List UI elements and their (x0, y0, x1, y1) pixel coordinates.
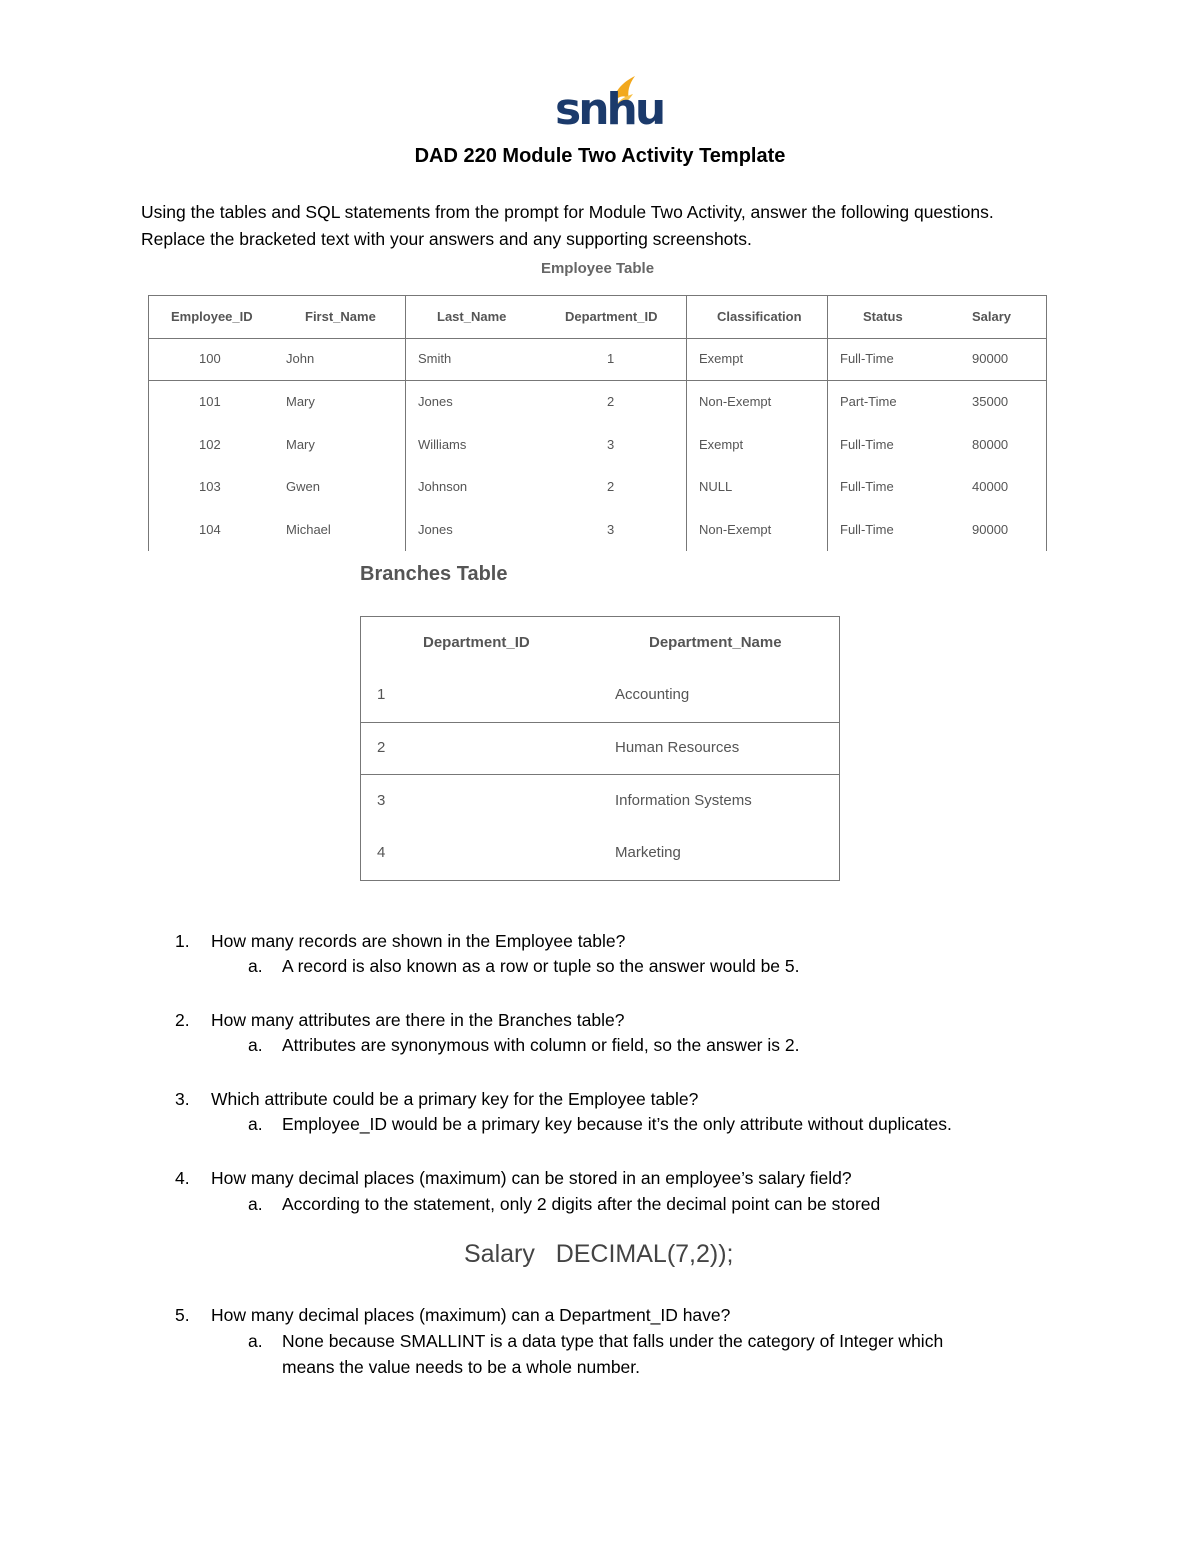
branches-table (360, 616, 840, 881)
question-number: 4. (175, 1168, 190, 1188)
answer-text: means the value needs to be a whole number. (282, 1357, 641, 1377)
cell-employee-id: 100 (199, 351, 221, 366)
cell-first-name: Mary (286, 394, 315, 409)
answer-marker: a. (248, 1114, 263, 1134)
salary-decimal-screenshot: Salary DECIMAL(7,2)); (464, 1240, 734, 1268)
cell-classification: Exempt (699, 351, 744, 366)
employee-table-caption: Employee Table (540, 260, 655, 277)
cell-first-name: Mary (286, 437, 315, 452)
cell-salary: 90000 (972, 522, 1009, 537)
answer-text: Employee_ID would be a primary key because it’s the only attribute without duplicates. (282, 1114, 952, 1134)
question-text: How many records are shown in the Employee table? (211, 931, 626, 951)
question-number: 2. (175, 1010, 190, 1030)
logo-text: snhu (555, 84, 664, 135)
cell-last-name: Jones (418, 394, 453, 409)
branches-table-caption: Branches Table (360, 563, 508, 585)
cell-department-id: 2 (377, 739, 386, 756)
cell-salary: 90000 (972, 351, 1009, 366)
question-number: 5. (175, 1305, 190, 1325)
header-employee-id: Employee_ID (171, 309, 253, 324)
header-department-name: Department_Name (649, 634, 782, 651)
header-status: Status (863, 309, 903, 324)
cell-department-id: 2 (607, 479, 615, 494)
cell-classification: Non-Exempt (699, 522, 772, 537)
answer-marker: a. (248, 1194, 263, 1214)
cell-first-name: John (286, 351, 315, 366)
cell-salary: 80000 (972, 437, 1009, 452)
cell-department-id: 3 (607, 437, 615, 452)
question-text: How many attributes are there in the Branches table? (211, 1010, 625, 1030)
answer-marker: a. (248, 1331, 263, 1351)
cell-classification: Exempt (699, 437, 744, 452)
cell-last-name: Williams (418, 437, 467, 452)
table-row (148, 338, 1046, 380)
snhu-logo (555, 74, 664, 135)
cell-department-name: Information Systems (615, 792, 752, 809)
cell-department-id: 3 (377, 792, 386, 809)
answer-marker: a. (248, 956, 263, 976)
answer-text: None because SMALLINT is a data type that falls under the category of Integer which (282, 1331, 944, 1351)
header-last-name: Last_Name (437, 309, 507, 324)
table-row (148, 424, 1046, 466)
header-classification: Classification (717, 309, 802, 324)
employee-table (148, 295, 1047, 551)
cell-salary: 35000 (972, 394, 1009, 409)
cell-last-name: Jones (418, 522, 453, 537)
cell-last-name: Smith (418, 351, 452, 366)
table-row (148, 509, 1046, 551)
question-number: 3. (175, 1089, 190, 1109)
cell-classification: NULL (699, 479, 733, 494)
cell-employee-id: 104 (199, 522, 221, 537)
table-divider (361, 722, 839, 723)
answer-marker: a. (248, 1035, 263, 1055)
header-department-id: Department_ID (565, 309, 658, 324)
cell-first-name: Gwen (286, 479, 320, 494)
table-divider (361, 774, 839, 775)
cell-employee-id: 101 (199, 394, 221, 409)
cell-department-id: 4 (377, 844, 386, 861)
table-row (148, 381, 1046, 423)
cell-employee-id: 103 (199, 479, 221, 494)
cell-classification: Non-Exempt (699, 394, 772, 409)
document-title: DAD 220 Module Two Activity Template (414, 145, 786, 167)
cell-first-name: Michael (286, 522, 331, 537)
cell-salary: 40000 (972, 479, 1009, 494)
intro-paragraph: Using the tables and SQL statements from the prompt for Module Two Activity, answer the following questions. Replace the bracketed text with your answers and any supporting screenshots. (141, 202, 994, 249)
question-text: Which attribute could be a primary key for the Employee table? (211, 1089, 699, 1109)
cell-department-id: 1 (607, 351, 615, 366)
table-row (148, 466, 1046, 508)
question-text: How many decimal places (maximum) can be stored in an employee’s salary field? (211, 1168, 852, 1188)
cell-status: Full-Time (840, 479, 894, 494)
question-text: How many decimal places (maximum) can a Department_ID have? (211, 1305, 731, 1325)
header-department-id: Department_ID (423, 634, 530, 651)
cell-department-name: Marketing (615, 844, 681, 861)
cell-status: Part-Time (840, 394, 897, 409)
cell-status: Full-Time (840, 437, 894, 452)
answer-text: A record is also known as a row or tuple so the answer would be 5. (282, 956, 800, 976)
answer-text: Attributes are synonymous with column or field, so the answer is 2. (282, 1035, 800, 1055)
cell-department-id: 2 (607, 394, 615, 409)
cell-status: Full-Time (840, 351, 894, 366)
cell-department-name: Accounting (615, 686, 690, 703)
header-first-name: First_Name (305, 309, 376, 324)
cell-department-id: 1 (377, 686, 386, 703)
cell-employee-id: 102 (199, 437, 221, 452)
cell-department-id: 3 (607, 522, 615, 537)
cell-status: Full-Time (840, 522, 894, 537)
cell-department-name: Human Resources (615, 739, 740, 756)
header-salary: Salary (972, 309, 1012, 324)
table-header-row (148, 296, 1046, 338)
cell-last-name: Johnson (418, 479, 468, 494)
answer-text: According to the statement, only 2 digits after the decimal point can be stored (282, 1194, 881, 1214)
question-number: 1. (175, 931, 190, 951)
